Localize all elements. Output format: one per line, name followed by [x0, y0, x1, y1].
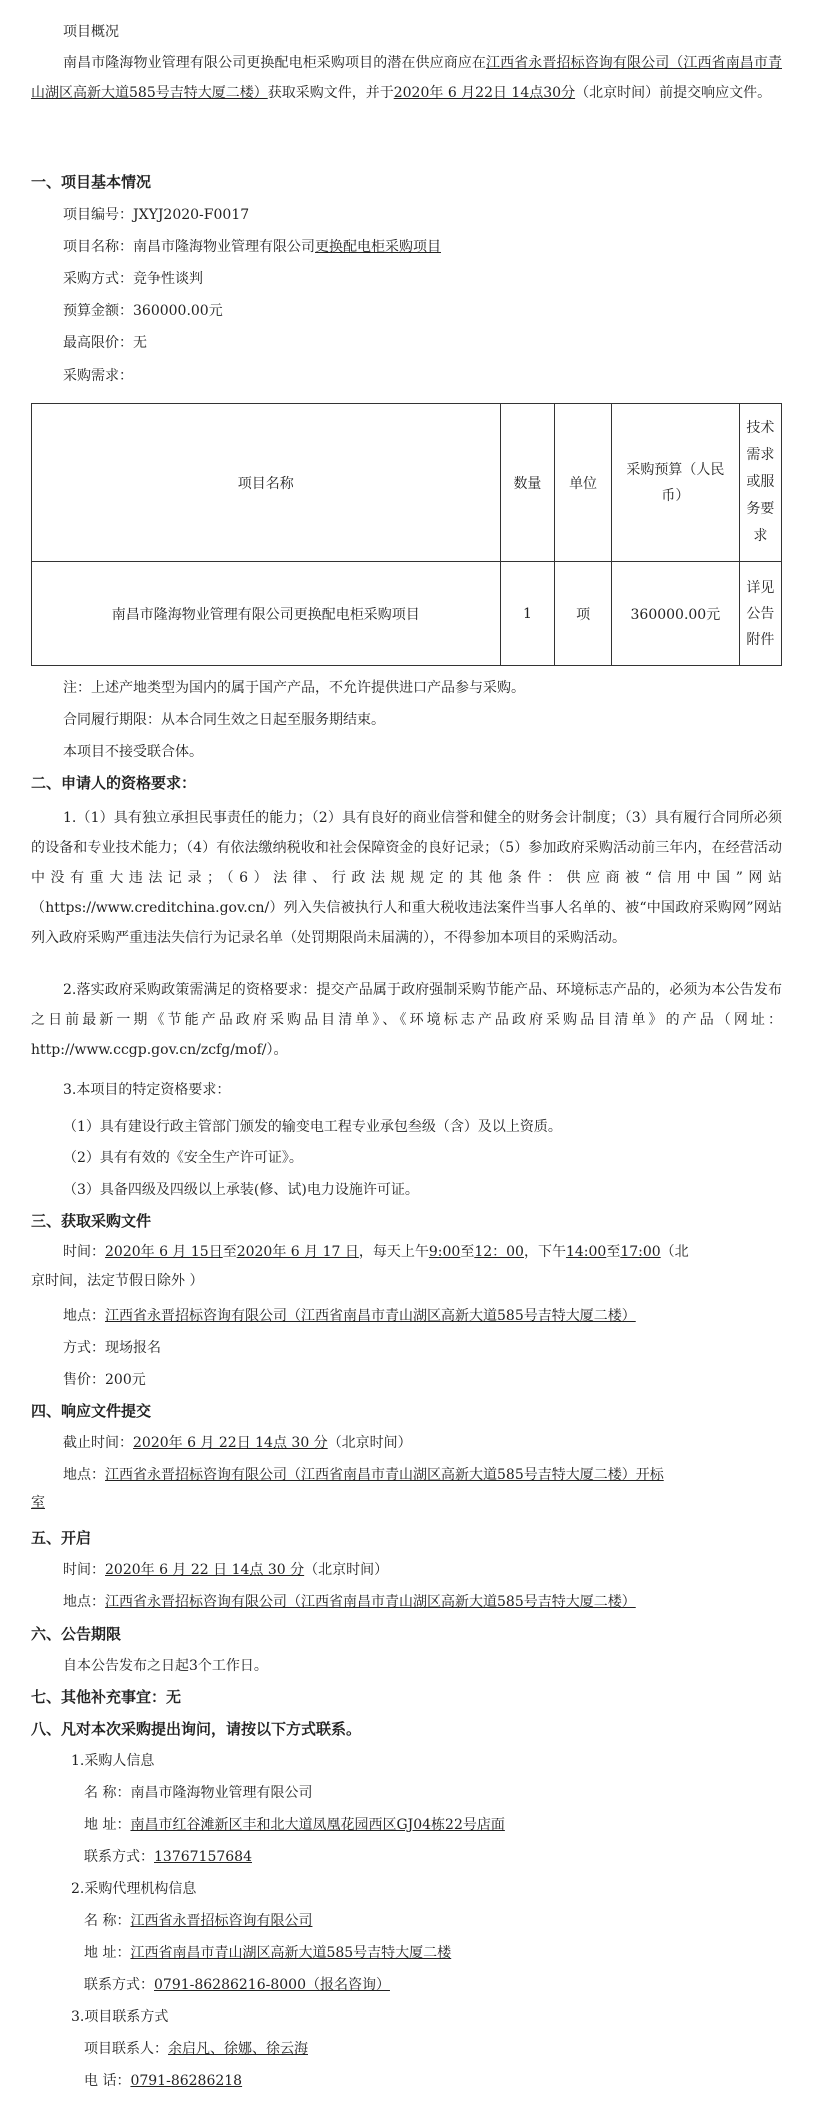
- obtain-time: 时间：2020年 6 月 15日至2020年 6 月 17 日，每天上午9:00至12：00，下午14:00至17:00（北: [63, 1244, 689, 1260]
- submission-place: 地点：江西省永晋招标咨询有限公司（江西省南昌市青山湖区高新大道585号吉特大厦二楼）开标: [63, 1467, 664, 1483]
- section4-heading: 四、响应文件提交: [31, 1402, 152, 1420]
- th-qty: 数量: [500, 404, 555, 562]
- purchaser-phone: 联系方式：13767157684: [84, 1849, 252, 1865]
- section7-heading: 七、其他补充事宜：无: [31, 1688, 182, 1706]
- qualification-3c: （3）具备四级及四级以上承装(修、试)电力设施许可证。: [63, 1182, 419, 1198]
- note-contract-period: 合同履行期限：从本合同生效之日起至服务期结束。: [63, 712, 385, 728]
- qualification-3b: （2）具有有效的《安全生产许可证》。: [63, 1150, 303, 1166]
- qualification-2: 2.落实政府采购政策需满足的资格要求：提交产品属于政府强制采购节能产品、环境标志产品的，必须为本公告发布之日前最新一期《节能产品政府采购品目清单》、《环境标志产品政府采购品目清单》的产品（网址：http://www.ccgp.gov.cn/zcfg/mof/）。: [31, 982, 782, 1058]
- obtain-price: 售价：200元: [63, 1372, 146, 1388]
- th-name: 项目名称: [32, 404, 501, 562]
- note-origin: 注：上述产地类型为国内的属于国产产品，不允许提供进口产品参与采购。: [63, 680, 525, 696]
- th-unit: 单位: [555, 404, 612, 562]
- qualification-3: 3.本项目的特定资格要求：: [63, 1082, 231, 1098]
- overview-paragraph: 南昌市隆海物业管理有限公司更换配电柜采购项目的潜在供应商应在江西省永晋招标咨询有限公司（江西省南昌市青山湖区高新大道585号吉特大厦二楼）获取采购文件，并于2020年 6 月22日 14点30分（北京时间）前提交响应文件。: [31, 55, 782, 101]
- td-budget: 360000.00元: [611, 562, 739, 666]
- obtain-place: 地点：江西省永晋招标咨询有限公司（江西省南昌市青山湖区高新大道585号吉特大厦二楼）: [63, 1308, 636, 1324]
- section8-heading: 八、凡对本次采购提出询问，请按以下方式联系。: [31, 1720, 362, 1738]
- note-no-consortium: 本项目不接受联合体。: [63, 744, 203, 760]
- th-req: 技术需求或服务要求: [739, 404, 781, 562]
- project-contact-phone: 电 话：0791-86286218: [84, 2073, 243, 2089]
- qualification-1: 1.（1）具有独立承担民事责任的能力；（2）具有良好的商业信誉和健全的财务会计制度；（3）具有履行合同所必须的设备和专业技术能力；（4）有依法缴纳税收和社会保障资金的良好记录；（5）参加政府采购活动前三年内，在经营活动中没有重大违法记录；（6）法律、行政法规规定的其他条件：供应商被“信用中国”网站（https://www.creditchina.gov.cn/）列入失信被执行人和重大税收违法案件当事人名单的、被“中国政府采购网”网站列入政府采购严重违法失信行为记录名单（处罚期限尚未届满的），不得参加本项目的采购活动。: [31, 810, 782, 946]
- td-name: 南昌市隆海物业管理有限公司更换配电柜采购项目: [32, 562, 501, 666]
- project-contact-person: 项目联系人：余启凡、徐娜、徐云海: [84, 2041, 308, 2057]
- notice-period: 自本公告发布之日起3个工作日。: [63, 1658, 268, 1674]
- section1-heading: 一、项目基本情况: [31, 173, 152, 191]
- section2-heading: 二、申请人的资格要求：: [31, 774, 197, 792]
- td-unit: 项: [555, 562, 612, 666]
- submission-place-cont: 室: [31, 1495, 45, 1511]
- td-req: 详见公告附件: [739, 562, 781, 666]
- opening-place: 地点：江西省永晋招标咨询有限公司（江西省南昌市青山湖区高新大道585号吉特大厦二楼）: [63, 1594, 636, 1610]
- section5-heading: 五、开启: [31, 1529, 92, 1547]
- opening-time: 时间：2020年 6 月 22 日 14点 30 分（北京时间）: [63, 1562, 389, 1578]
- section6-heading: 六、公告期限: [31, 1625, 122, 1643]
- table-header-row: [32, 404, 782, 562]
- overview-heading: 项目概况: [63, 24, 119, 40]
- project-name: 项目名称：南昌市隆海物业管理有限公司更换配电柜采购项目: [63, 239, 441, 255]
- purchaser-info-heading: 1.采购人信息: [71, 1753, 155, 1769]
- agency-phone: 联系方式：0791-86286216-8000（报名咨询）: [84, 1977, 390, 1993]
- submission-deadline: 截止时间：2020年 6 月 22日 14点 30 分（北京时间）: [63, 1435, 412, 1451]
- overview-deadline: 2020年 6 月22日 14点30分: [393, 85, 576, 101]
- project-code: 项目编号：JXYJ2020-F0017: [63, 207, 250, 223]
- purchaser-name: 名 称：南昌市隆海物业管理有限公司: [84, 1785, 313, 1801]
- section3-heading: 三、获取采购文件: [31, 1212, 152, 1230]
- project-contact-heading: 3.项目联系方式: [71, 2009, 169, 2025]
- qualification-3a: （1）具有建设行政主管部门颁发的输变电工程专业承包叁级（含）及以上资质。: [63, 1119, 562, 1135]
- th-budget: 采购预算（人民币）: [611, 404, 739, 562]
- obtain-time-cont: 京时间，法定节假日除外 ）: [31, 1273, 204, 1289]
- budget-amount: 预算金额：360000.00元: [63, 303, 223, 319]
- purchase-demand-label: 采购需求：: [63, 368, 133, 384]
- requirements-table: [31, 403, 782, 666]
- obtain-mode: 方式：现场报名: [63, 1340, 161, 1356]
- max-price: 最高限价：无: [63, 335, 147, 351]
- overview-place: 江西省永晋招标咨询有限公司（江西省南昌市青山湖区高新大道585号吉特大厦二楼）: [31, 55, 782, 101]
- purchase-method: 采购方式：竞争性谈判: [63, 271, 203, 287]
- table-row: [32, 562, 782, 666]
- agency-address: 地 址：江西省南昌市青山湖区高新大道585号吉特大厦二楼: [84, 1945, 452, 1961]
- agency-info-heading: 2.采购代理机构信息: [71, 1881, 197, 1897]
- td-qty: 1: [500, 562, 555, 666]
- agency-name: 名 称：江西省永晋招标咨询有限公司: [84, 1913, 313, 1929]
- purchaser-address: 地 址：南昌市红谷滩新区丰和北大道凤凰花园西区GJ04栋22号店面: [84, 1817, 505, 1833]
